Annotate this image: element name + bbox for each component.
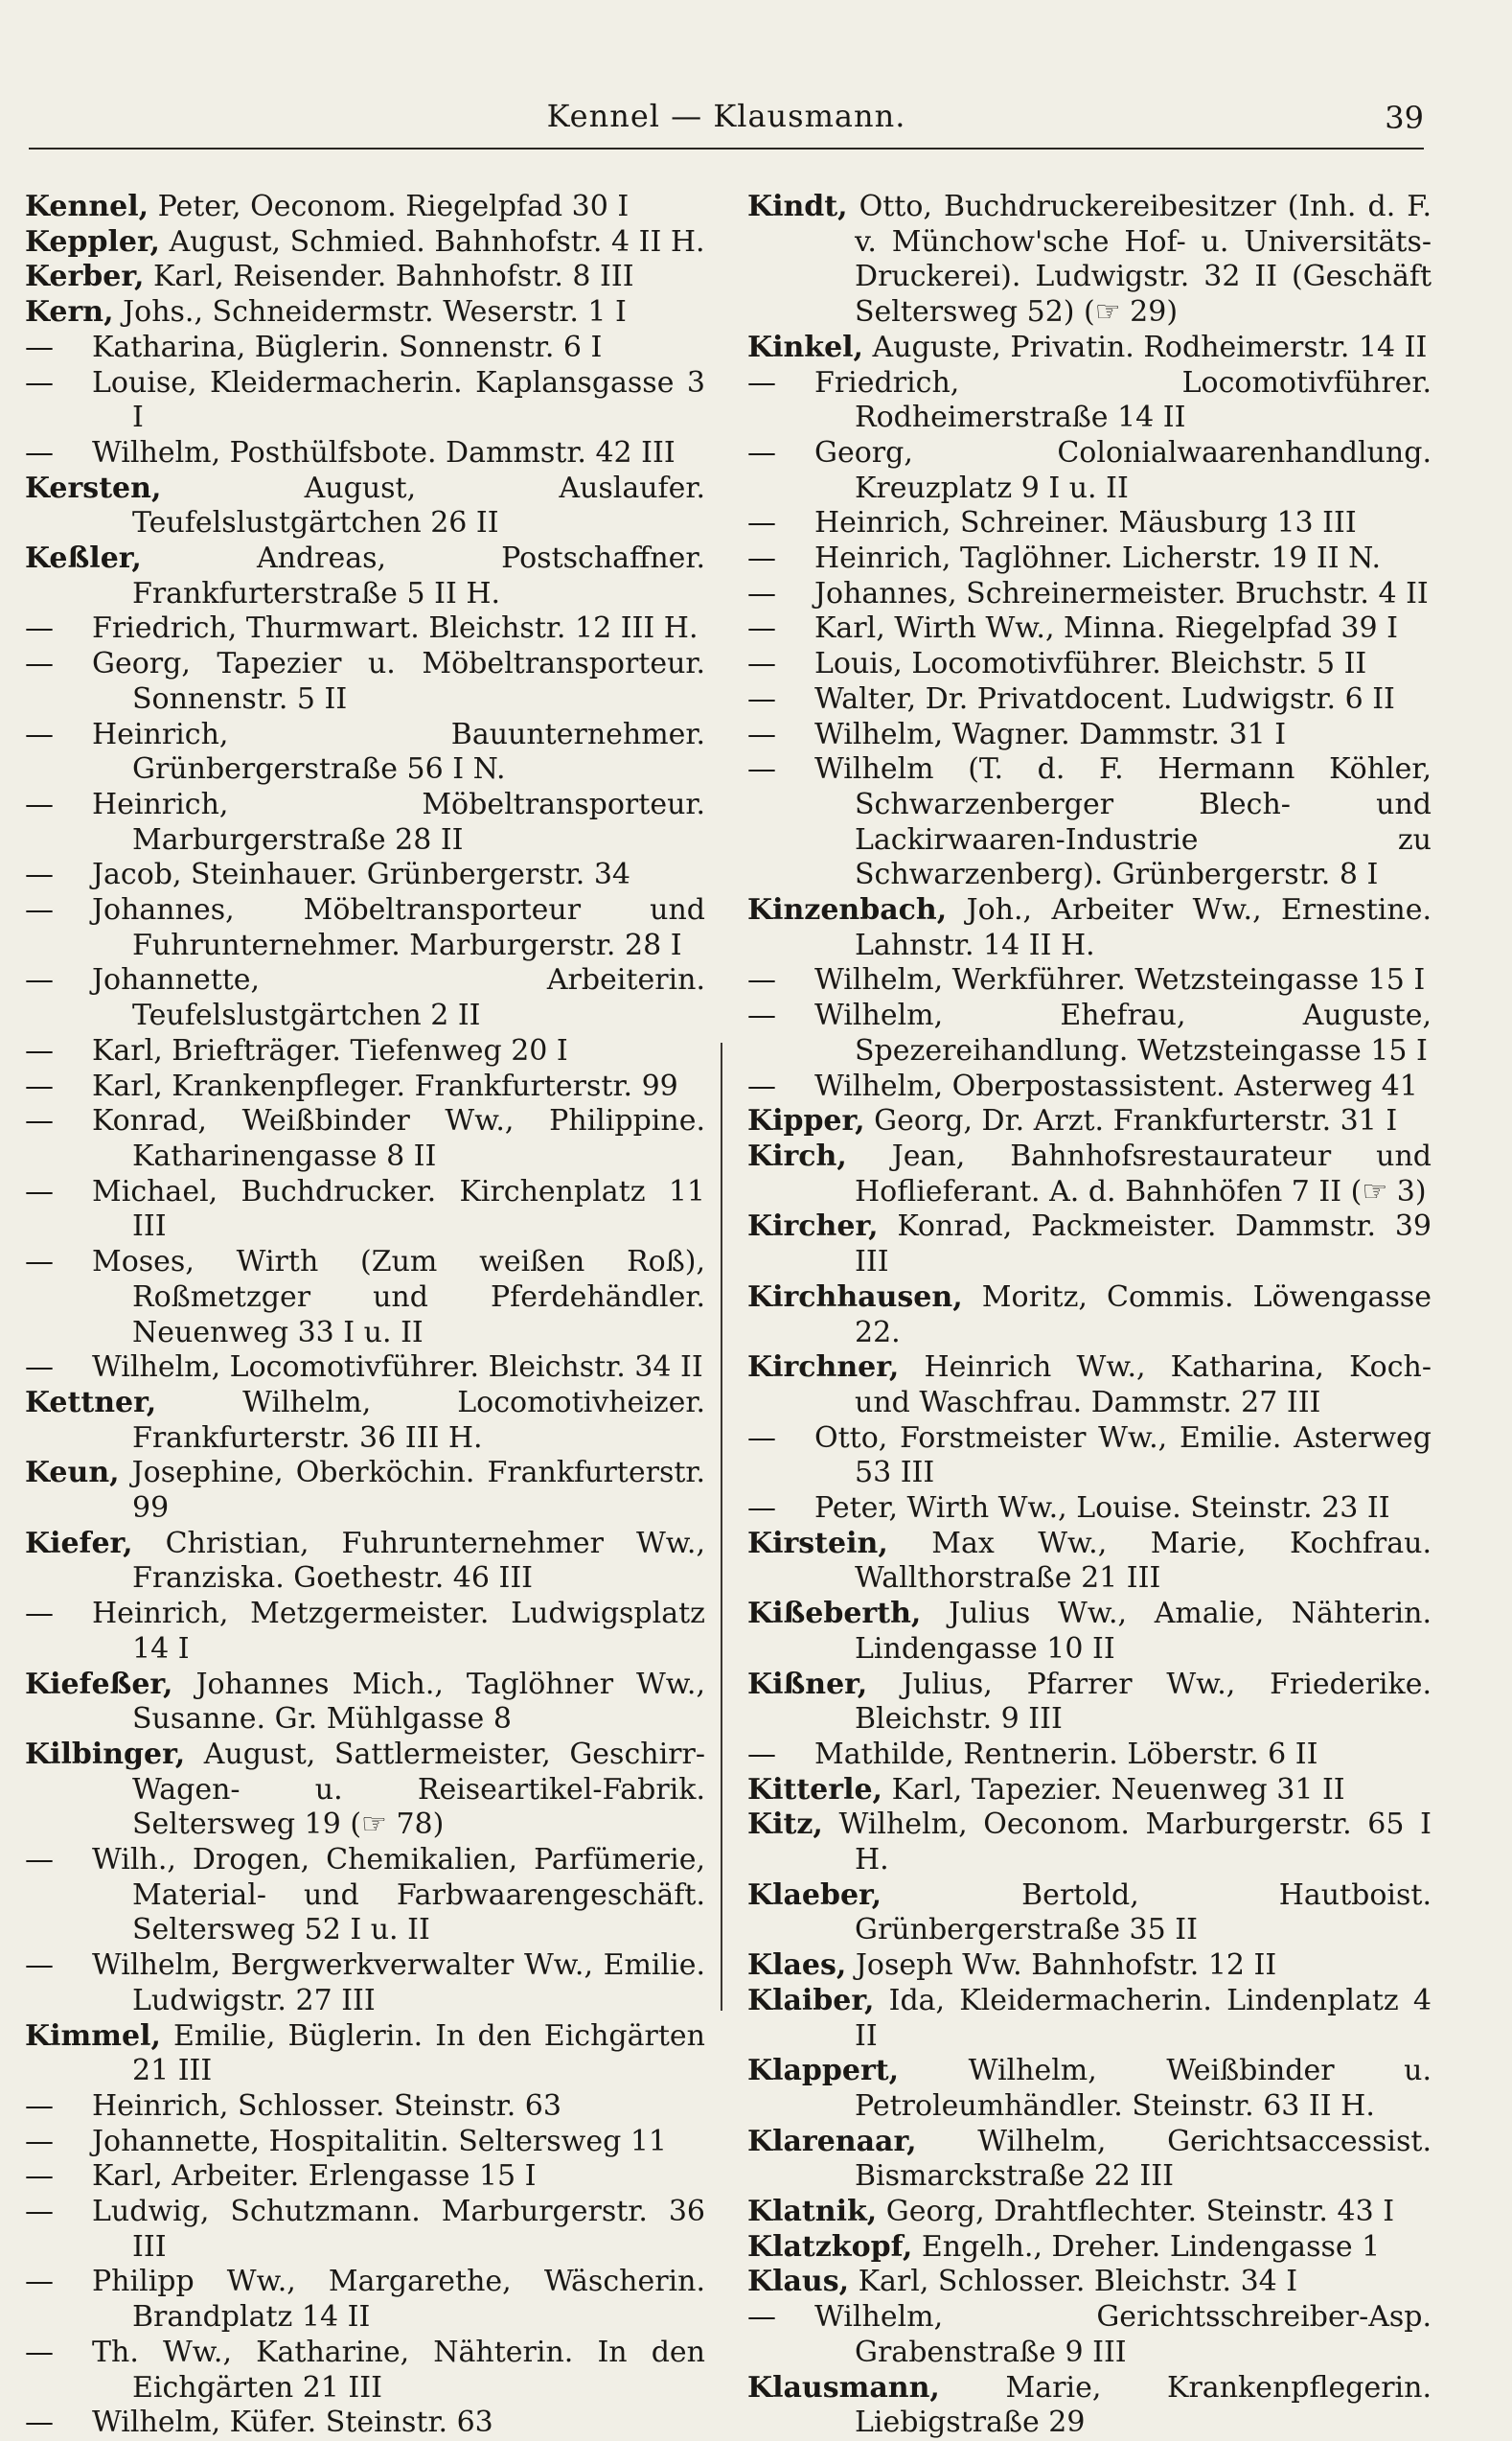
entry-details: Heinrich Ww., Katharina, Koch- und Waschfrau. Dammstr. 27 III (855, 1350, 1432, 1419)
directory-entry (25, 1034, 705, 1070)
directory-entry (25, 2406, 705, 2441)
ditto-dash: — (25, 1843, 54, 1877)
directory-entry (747, 331, 1432, 366)
running-title: Kennel — Klausmann. (546, 98, 906, 134)
ditto-dash: — (747, 506, 776, 541)
entry-details: Heinrich, Schlosser. Steinstr. 63 (92, 2088, 561, 2123)
directory-entry (747, 2371, 1432, 2441)
directory-entry (25, 2336, 705, 2406)
directory-entry (747, 436, 1432, 506)
entry-surname: Kettner, (25, 1385, 157, 1419)
entry-details: Wilhelm, Gerichtsschreiber-Asp. Grabenstraße 9 III (814, 2300, 1432, 2369)
directory-entry (25, 472, 705, 541)
entry-details: Michael, Buchdrucker. Kirchenplatz 11 III (92, 1174, 705, 1244)
entry-details: Bertold, Hautboist. Grünbergerstraße 35 II (855, 1877, 1432, 1947)
directory-entry (747, 577, 1432, 612)
directory-entry (747, 2125, 1432, 2195)
entry-details: Johannes Mich., Taglöhner Ww., Susanne. Gr. Mühlgasse 8 (132, 1667, 705, 1737)
directory-entry (747, 2230, 1432, 2266)
ditto-dash: — (25, 858, 54, 892)
directory-entry (25, 2265, 705, 2335)
entry-surname: Kinzenbach, (747, 893, 948, 928)
entry-details: Jean, Bahnhofsrestaurateur und Hoflieferant. A. d. Bahnhöfen 7 II (☞ 3) (855, 1139, 1432, 1209)
entry-details: Heinrich, Bauunternehmer. Grünbergerstraße 56 I N. (92, 717, 705, 787)
ditto-dash: — (25, 717, 54, 751)
entry-details: Wilhelm, Weißbinder u. Petroleumhändler. Steinstr. 63 II H. (855, 2054, 1432, 2123)
directory-entry (25, 1386, 705, 1456)
directory-entry (747, 541, 1432, 577)
directory-entry (747, 1878, 1432, 1948)
ditto-dash: — (747, 1737, 776, 1771)
header-rule (29, 148, 1424, 150)
ditto-dash: — (25, 2335, 54, 2369)
ditto-dash: — (25, 330, 54, 364)
directory-entry (747, 2265, 1432, 2300)
entry-details: Heinrich, Möbeltransporteur. Marburgerstraße 28 II (92, 787, 705, 857)
directory-entry (25, 893, 705, 963)
entry-surname: Kinkel, (747, 330, 863, 364)
entry-surname: Kißner, (747, 1667, 868, 1701)
directory-entry (747, 1209, 1432, 1279)
entry-surname: Kindt, (747, 190, 848, 223)
directory-entry (25, 1175, 705, 1245)
entry-details: Peter, Oeconom. Riegelpfad 30 I (157, 190, 630, 223)
directory-entry (747, 647, 1432, 682)
ditto-dash: — (747, 365, 776, 400)
entry-details: Wilhelm, Küfer. Steinstr. 63 (92, 2406, 493, 2440)
entry-details: Max Ww., Marie, Kochfrau. Wallthorstraße 21 III (855, 1526, 1432, 1596)
entry-details: Heinrich, Taglöhner. Licherstr. 19 II N. (814, 541, 1382, 576)
directory-entry (25, 436, 705, 472)
entry-surname: Klaes, (747, 1948, 847, 1983)
entry-details: Friedrich, Locomotivführer. Rodheimerstraße 14 II (814, 365, 1432, 435)
entry-surname: Keßler, (25, 541, 142, 576)
directory-entry (747, 999, 1432, 1069)
directory-entry (747, 1070, 1432, 1105)
ditto-dash: — (747, 999, 776, 1033)
entry-details: Wilhelm, Locomotivheizer. Frankfurterstr. 36 III H. (132, 1385, 705, 1455)
entry-surname: Kitterle, (747, 1772, 883, 1807)
entry-details: August, Auslaufer. Teufelslustgärtchen 26 II (132, 471, 705, 541)
entry-surname: Kennel, (25, 190, 149, 223)
ditto-dash: — (25, 2265, 54, 2299)
running-header (29, 88, 1424, 150)
directory-entry (747, 2300, 1432, 2370)
entry-surname: Klausmann, (747, 2370, 940, 2405)
entry-details: Wilhelm, Wagner. Dammstr. 31 I (814, 717, 1287, 751)
directory-entry (25, 1070, 705, 1105)
entry-surname: Kitz, (747, 1808, 823, 1842)
entry-surname: Keun, (25, 1456, 120, 1490)
directory-entry (747, 963, 1432, 999)
directory-entry (747, 1491, 1432, 1527)
entry-details: Jacob, Steinhauer. Grünbergerstr. 34 (92, 858, 631, 892)
directory-entry (25, 1456, 705, 1526)
ditto-dash: — (747, 611, 776, 646)
entry-details: Wilhelm (T. d. F. Hermann Köhler, Schwarzenberger Blech- und Lackirwaaren-Industrie zu Schwarzenberg). Grünbergerstr. 8 I (814, 752, 1432, 892)
entry-surname: Klaus, (747, 2265, 850, 2299)
entry-details: Konrad, Packmeister. Dammstr. 39 III (855, 1209, 1432, 1279)
entry-details: Walter, Dr. Privatdocent. Ludwigstr. 6 II (814, 681, 1395, 716)
entry-surname: Kircher, (747, 1209, 879, 1244)
directory-entry (747, 718, 1432, 753)
ditto-dash: — (747, 435, 776, 470)
entry-details: Georg, Drahtflechter. Steinstr. 43 I (885, 2195, 1395, 2229)
entry-surname: Kirstein, (747, 1526, 888, 1560)
entry-details: Johannes, Schreinermeister. Bruchstr. 4 II (814, 576, 1429, 610)
entry-details: Karl, Reisender. Bahnhofstr. 8 III (153, 260, 634, 294)
directory-entry (25, 1948, 705, 2018)
directory-entry (747, 752, 1432, 893)
entry-details: Friedrich, Thurmwart. Bleichstr. 12 III H. (92, 611, 699, 646)
entry-details: Katharina, Büglerin. Sonnenstr. 6 I (92, 330, 603, 364)
entry-details: Johs., Schneidermstr. Weserstr. 1 I (123, 295, 627, 330)
directory-entry (747, 190, 1432, 331)
right-column (747, 190, 1432, 2441)
ditto-dash: — (25, 1069, 54, 1103)
directory-entry (747, 1527, 1432, 1597)
directory-entry (25, 1527, 705, 1597)
entry-details: Heinrich, Schreiner. Mäusburg 13 III (814, 506, 1357, 541)
directory-entry (25, 1597, 705, 1667)
ditto-dash: — (25, 893, 54, 928)
directory-entry (25, 858, 705, 893)
ditto-dash: — (747, 717, 776, 751)
directory-entry (747, 1280, 1432, 1350)
ditto-dash: — (25, 1350, 54, 1385)
ditto-dash: — (747, 963, 776, 998)
column-divider (721, 1043, 722, 2011)
directory-entry (747, 2195, 1432, 2230)
directory-entry (25, 647, 705, 717)
entry-details: Wilhelm, Gerichtsaccessist. Bismarckstraße 22 III (855, 2124, 1432, 2194)
entry-details: Ludwig, Schutzmann. Marburgerstr. 36 III (92, 2195, 705, 2264)
left-column (25, 190, 705, 2441)
ditto-dash: — (25, 365, 54, 400)
entry-details: Andreas, Postschaffner. Frankfurterstraße 5 II H. (132, 541, 705, 610)
entry-details: Johannes, Möbeltransporteur und Fuhrunternehmer. Marburgerstr. 28 I (92, 893, 705, 962)
entry-details: Karl, Briefträger. Tiefenweg 20 I (92, 1033, 568, 1068)
directory-entry (747, 893, 1432, 963)
entry-surname: Kirch, (747, 1139, 847, 1173)
directory-entry (747, 2054, 1432, 2124)
entry-details: August, Schmied. Bahnhofstr. 4 II H. (169, 224, 705, 259)
entry-details: Karl, Tapezier. Neuenweg 31 II (891, 1772, 1345, 1807)
entry-details: Engelh., Dreher. Lindengasse 1 (921, 2229, 1381, 2264)
ditto-dash: — (747, 681, 776, 716)
entry-surname: Kipper, (747, 1104, 865, 1139)
entry-details: Karl, Krankenpfleger. Frankfurterstr. 99 (92, 1069, 678, 1103)
directory-entry (747, 1597, 1432, 1667)
directory-entry (25, 295, 705, 331)
directory-entry (747, 1773, 1432, 1808)
entry-details: Wilhelm, Werkführer. Wetzsteingasse 15 I (814, 963, 1426, 998)
entry-details: Wilhelm, Oberpostassistent. Asterweg 41 (814, 1069, 1418, 1103)
entry-details: Wilhelm, Ehefrau, Auguste, Spezereihandlung. Wetzsteingasse 15 I (814, 999, 1432, 1068)
ditto-dash: — (25, 963, 54, 998)
entry-details: Georg, Colonialwaarenhandlung. Kreuzplatz 9 I u. II (814, 435, 1432, 505)
entry-details: Otto, Buchdruckereibesitzer (Inh. d. F. v. Münchow'sche Hof- u. Universitäts-Druckerei). Ludwigstr. 32 II (Geschäft Seltersweg 52) (☞ 29) (855, 190, 1432, 330)
entry-details: Mathilde, Rentnerin. Löberstr. 6 II (814, 1737, 1318, 1771)
directory-entry (747, 366, 1432, 436)
directory-entry (25, 2125, 705, 2160)
entry-details: Christian, Fuhrunternehmer Ww., Franziska. Goethestr. 46 III (132, 1526, 705, 1596)
ditto-dash: — (25, 1597, 54, 1631)
ditto-dash: — (25, 1033, 54, 1068)
entry-surname: Klarenaar, (747, 2124, 917, 2158)
entry-details: Auguste, Privatin. Rodheimerstr. 14 II (872, 330, 1428, 364)
entry-surname: Kersten, (25, 471, 162, 505)
ditto-dash: — (25, 2406, 54, 2440)
directory-entry (25, 788, 705, 858)
directory-entry (747, 1350, 1432, 1420)
entry-details: Wilhelm, Oeconom. Marburgerstr. 65 I H. (838, 1808, 1432, 1877)
entry-details: Julius, Pfarrer Ww., Friederike. Bleichstr. 9 III (855, 1667, 1432, 1737)
entry-details: Moritz, Commis. Löwengasse 22. (855, 1279, 1432, 1349)
entry-details: Emilie, Büglerin. In den Eichgärten 21 III (132, 2018, 705, 2088)
directory-entry (25, 718, 705, 788)
entry-details: Georg, Dr. Arzt. Frankfurterstr. 31 I (874, 1104, 1398, 1139)
directory-entry (25, 1350, 705, 1386)
directory-entry (747, 1668, 1432, 1738)
directory-entry (747, 1984, 1432, 2054)
ditto-dash: — (747, 1069, 776, 1103)
entry-details: Johannette, Arbeiterin. Teufelslustgärtchen 2 II (92, 963, 705, 1033)
entry-details: Ida, Kleidermacherin. Lindenplatz 4 II (855, 1983, 1432, 2053)
entry-surname: Klatnik, (747, 2195, 878, 2229)
entry-details: Joh., Arbeiter Ww., Ernestine. Lahnstr. 14 II H. (855, 893, 1432, 962)
ditto-dash: — (25, 2088, 54, 2123)
entry-surname: Kiefer, (25, 1526, 133, 1560)
directory-entry (25, 1104, 705, 1174)
directory-entry (747, 1140, 1432, 1209)
directory-entry (747, 506, 1432, 541)
entry-details: August, Sattlermeister, Geschirr-Wagen- u. Reiseartikel-Fabrik. Seltersweg 19 (☞ 78) (132, 1737, 705, 1842)
entry-details: Karl, Schlosser. Bleichstr. 34 I (858, 2265, 1298, 2299)
entry-details: Peter, Wirth Ww., Louise. Steinstr. 23 II (814, 1491, 1390, 1526)
directory-entry (25, 2019, 705, 2089)
entry-details: Moses, Wirth (Zum weißen Roß), Roßmetzger und Pferdehändler. Neuenweg 33 I u. II (92, 1245, 705, 1349)
directory-entry (25, 541, 705, 611)
ditto-dash: — (25, 1245, 54, 1279)
entry-details: Karl, Wirth Ww., Minna. Riegelpfad 39 I (814, 611, 1398, 646)
directory-entry (25, 260, 705, 295)
entry-details: Johannette, Hospitalitin. Seltersweg 11 (92, 2124, 668, 2158)
ditto-dash: — (747, 752, 776, 787)
entry-surname: Klappert, (747, 2054, 900, 2088)
ditto-dash: — (25, 2159, 54, 2194)
directory-entry (25, 225, 705, 261)
directory-entry (25, 1245, 705, 1350)
entry-surname: Klaiber, (747, 1983, 875, 2017)
ditto-dash: — (747, 1491, 776, 1526)
directory-entry (25, 2195, 705, 2265)
entry-details: Louis, Locomotivführer. Bleichstr. 5 II (814, 647, 1367, 681)
entry-details: Heinrich, Metzgermeister. Ludwigsplatz 14 I (92, 1597, 705, 1666)
directory-entry (25, 366, 705, 436)
entry-details: Karl, Arbeiter. Erlengasse 15 I (92, 2159, 537, 2194)
directory-entry (25, 2159, 705, 2195)
entry-surname: Kiefeßer, (25, 1667, 173, 1701)
ditto-dash: — (25, 1948, 54, 1983)
directory-entry (25, 1843, 705, 1948)
directory-entry (747, 1808, 1432, 1877)
entry-details: Louise, Kleidermacherin. Kaplansgasse 3 I (92, 365, 705, 435)
directory-entry (25, 1668, 705, 1738)
entry-details: Wilhelm, Bergwerkverwalter Ww., Emilie. Ludwigstr. 27 III (92, 1948, 705, 2017)
entry-details: Georg, Tapezier u. Möbeltransporteur. Sonnenstr. 5 II (92, 647, 705, 716)
entry-details: Th. Ww., Katharine, Nähterin. In den Eichgärten 21 III (92, 2335, 705, 2405)
entry-surname: Kilbinger, (25, 1737, 186, 1771)
ditto-dash: — (25, 2124, 54, 2158)
directory-entry (25, 331, 705, 366)
directory-entry (747, 611, 1432, 647)
entry-details: Philipp Ww., Margarethe, Wäscherin. Brandplatz 14 II (92, 2265, 705, 2335)
entry-details: Wilhelm, Posthülfsbote. Dammstr. 42 III (92, 435, 676, 470)
entry-details: Konrad, Weißbinder Ww., Philippine. Katharinengasse 8 II (92, 1104, 705, 1173)
ditto-dash: — (25, 787, 54, 821)
directory-entry (25, 611, 705, 647)
directory-entry (747, 1104, 1432, 1140)
ditto-dash: — (747, 576, 776, 610)
entry-details: Wilhelm, Locomotivführer. Bleichstr. 34 II (92, 1350, 703, 1385)
entry-surname: Keppler, (25, 224, 161, 259)
entry-details: Wilh., Drogen, Chemikalien, Parfümerie, Material- und Farbwaarengeschäft. Seltersweg 52 I u. II (92, 1843, 705, 1947)
entry-details: Otto, Forstmeister Ww., Emilie. Asterweg 53 III (814, 1420, 1432, 1490)
entry-surname: Kerber, (25, 260, 145, 294)
ditto-dash: — (25, 647, 54, 681)
entry-surname: Klaeber, (747, 1877, 882, 1912)
ditto-dash: — (747, 2300, 776, 2335)
directory-entry (25, 1738, 705, 1843)
ditto-dash: — (25, 2195, 54, 2229)
ditto-dash: — (25, 435, 54, 470)
entry-surname: Klatzkopf, (747, 2229, 913, 2264)
directory-entry (747, 682, 1432, 718)
entry-surname: Kern, (25, 295, 114, 330)
page-number: 39 (1385, 100, 1424, 136)
ditto-dash: — (747, 541, 776, 576)
entry-details: Josephine, Oberköchin. Frankfurterstr. 99 (131, 1456, 705, 1526)
ditto-dash: — (25, 611, 54, 646)
entry-surname: Kimmel, (25, 2018, 161, 2053)
directory-entry (25, 963, 705, 1033)
ditto-dash: — (747, 647, 776, 681)
directory-entry (747, 1948, 1432, 1984)
directory-entry (747, 1421, 1432, 1491)
ditto-dash: — (25, 1174, 54, 1209)
entry-details: Marie, Krankenpflegerin. Liebigstraße 29 (855, 2370, 1432, 2440)
entry-surname: Kirchner, (747, 1350, 900, 1385)
entry-surname: Kirchhausen, (747, 1279, 963, 1314)
directory-entry (747, 1738, 1432, 1773)
ditto-dash: — (747, 1420, 776, 1455)
entry-details: Julius Ww., Amalie, Nähterin. Lindengasse 10 II (855, 1597, 1432, 1666)
directory-entry (25, 2089, 705, 2125)
directory-entry (25, 190, 705, 225)
entry-details: Joseph Ww. Bahnhofstr. 12 II (855, 1948, 1277, 1983)
entry-surname: Kißeberth, (747, 1597, 922, 1631)
ditto-dash: — (25, 1104, 54, 1139)
